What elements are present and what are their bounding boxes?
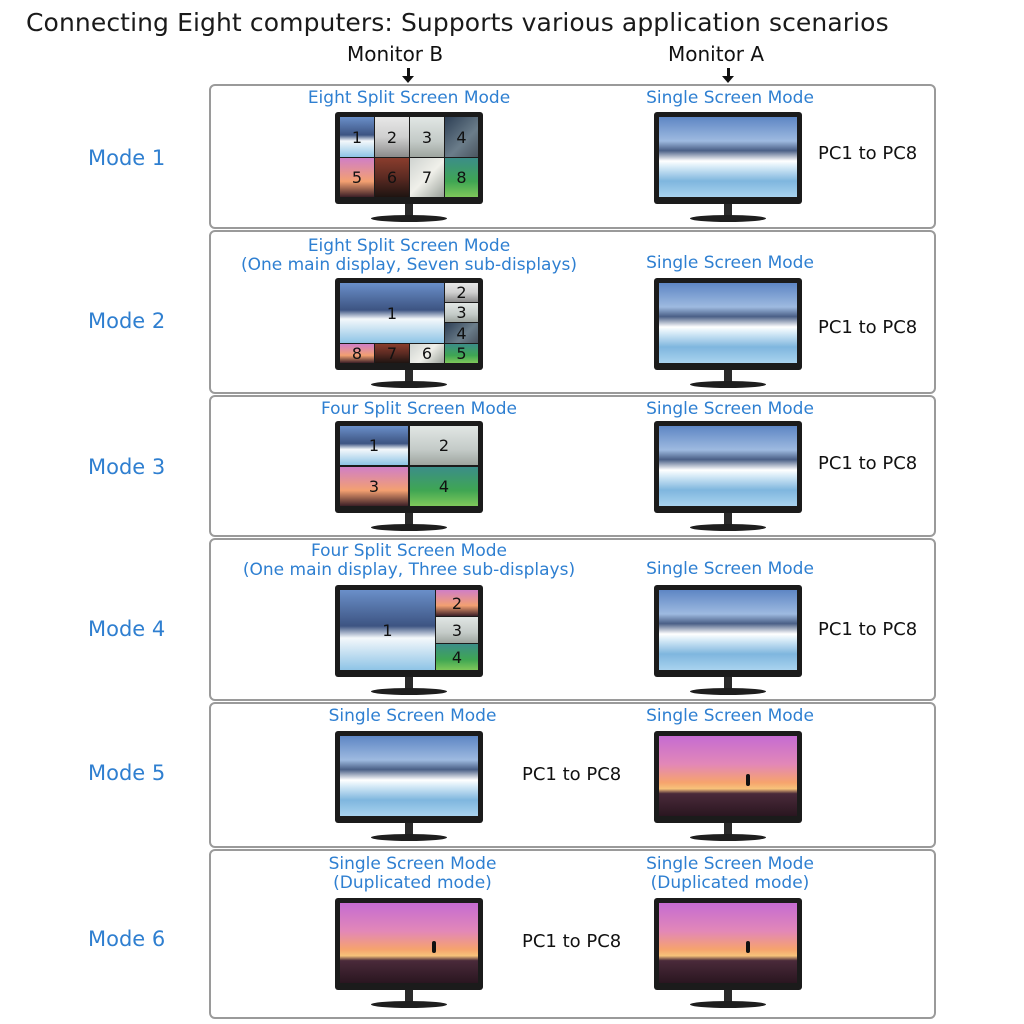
mode-3-monitor-b-caption: Four Split Screen Mode bbox=[320, 399, 517, 419]
single-screen bbox=[659, 283, 797, 363]
tile-6: 6 bbox=[375, 158, 409, 197]
tile-2: 2 bbox=[375, 117, 409, 157]
mode-5-monitor-b bbox=[335, 731, 483, 849]
tile-7: 7 bbox=[410, 158, 444, 197]
mode-5-pc-range: PC1 to PC8 bbox=[522, 764, 622, 785]
tile-3: 3 bbox=[445, 303, 478, 322]
tile-1: 1 bbox=[340, 426, 408, 465]
tile-5: 5 bbox=[340, 158, 374, 197]
mode-3-monitor-a-caption: Single Screen Mode bbox=[646, 399, 814, 419]
tile-1: 1 bbox=[340, 117, 374, 157]
mode-1-monitor-a-caption: Single Screen Mode bbox=[646, 88, 814, 108]
mode-6-monitor-a-caption: Single Screen Mode (Duplicated mode) bbox=[646, 854, 814, 893]
mode-6-label: Mode 6 bbox=[88, 927, 166, 951]
tile-3: 3 bbox=[340, 467, 408, 506]
single-screen bbox=[659, 590, 797, 670]
mode-1-label: Mode 1 bbox=[88, 146, 166, 170]
mode-6-monitor-a bbox=[654, 898, 802, 1016]
mode-2-pc-range: PC1 to PC8 bbox=[818, 317, 918, 338]
eight-split-screen bbox=[340, 117, 478, 197]
mode-5-monitor-a-caption: Single Screen Mode bbox=[646, 706, 814, 726]
tile-8: 8 bbox=[340, 344, 374, 363]
mode-2-monitor-a-caption: Single Screen Mode bbox=[646, 253, 814, 273]
mode-6-pc-range: PC1 to PC8 bbox=[522, 931, 622, 952]
single-screen bbox=[659, 736, 797, 816]
tile-1: 1 bbox=[340, 590, 435, 670]
mode-4-monitor-b bbox=[335, 585, 483, 703]
tile-4: 4 bbox=[445, 117, 478, 157]
mode-3-label: Mode 3 bbox=[88, 455, 166, 479]
single-screen bbox=[659, 903, 797, 983]
monitor-a-label: Monitor A bbox=[668, 42, 765, 66]
tile-3: 3 bbox=[436, 617, 478, 643]
single-screen bbox=[659, 426, 797, 506]
person-silhouette-icon bbox=[746, 941, 750, 953]
tile-2: 2 bbox=[436, 590, 478, 616]
tile-2: 2 bbox=[445, 283, 478, 302]
mode-4-monitor-a-caption: Single Screen Mode bbox=[646, 559, 814, 579]
person-silhouette-icon bbox=[746, 774, 750, 786]
tile-4: 4 bbox=[410, 467, 478, 506]
mode-4-monitor-b-caption: Four Split Screen Mode (One main display, Three sub-displays) bbox=[242, 541, 576, 580]
mode-4-pc-range: PC1 to PC8 bbox=[818, 619, 918, 640]
four-split-main-screen bbox=[340, 590, 478, 670]
tile-1: 1 bbox=[340, 283, 444, 343]
mode-1-pc-range: PC1 to PC8 bbox=[818, 143, 918, 164]
eight-split-main-screen bbox=[340, 283, 478, 363]
tile-7: 7 bbox=[375, 344, 409, 363]
mode-6-monitor-b bbox=[335, 898, 483, 1016]
mode-5-monitor-a bbox=[654, 731, 802, 849]
monitor-b-label: Monitor B bbox=[347, 42, 444, 66]
tile-4: 4 bbox=[445, 323, 478, 343]
mode-3-monitor-b bbox=[335, 421, 483, 539]
page-title: Connecting Eight computers: Supports various application scenarios bbox=[26, 8, 889, 37]
four-split-screen bbox=[340, 426, 478, 506]
single-screen bbox=[659, 117, 797, 197]
mode-1-monitor-b bbox=[335, 112, 483, 230]
mode-1-monitor-a bbox=[654, 112, 802, 230]
mode-4-label: Mode 4 bbox=[88, 617, 166, 641]
mode-4-monitor-a bbox=[654, 585, 802, 703]
person-silhouette-icon bbox=[432, 941, 436, 953]
tile-5: 5 bbox=[445, 344, 478, 363]
single-screen bbox=[340, 903, 478, 983]
mode-2-monitor-b-caption: Eight Split Screen Mode (One main display, Seven sub-displays) bbox=[240, 236, 578, 275]
mode-2-monitor-b bbox=[335, 278, 483, 396]
mode-3-monitor-a bbox=[654, 421, 802, 539]
tile-8: 8 bbox=[445, 158, 478, 197]
mode-3-pc-range: PC1 to PC8 bbox=[818, 453, 918, 474]
mode-2-monitor-a bbox=[654, 278, 802, 396]
mode-2-label: Mode 2 bbox=[88, 309, 166, 333]
mode-5-monitor-b-caption: Single Screen Mode bbox=[328, 706, 497, 726]
tile-6: 6 bbox=[410, 344, 444, 363]
single-screen bbox=[340, 736, 478, 816]
mode-6-monitor-b-caption: Single Screen Mode (Duplicated mode) bbox=[328, 854, 497, 893]
mode-1-monitor-b-caption: Eight Split Screen Mode bbox=[307, 88, 511, 108]
tile-4: 4 bbox=[436, 644, 478, 670]
mode-5-label: Mode 5 bbox=[88, 761, 166, 785]
tile-2: 2 bbox=[410, 426, 478, 465]
tile-3: 3 bbox=[410, 117, 444, 157]
